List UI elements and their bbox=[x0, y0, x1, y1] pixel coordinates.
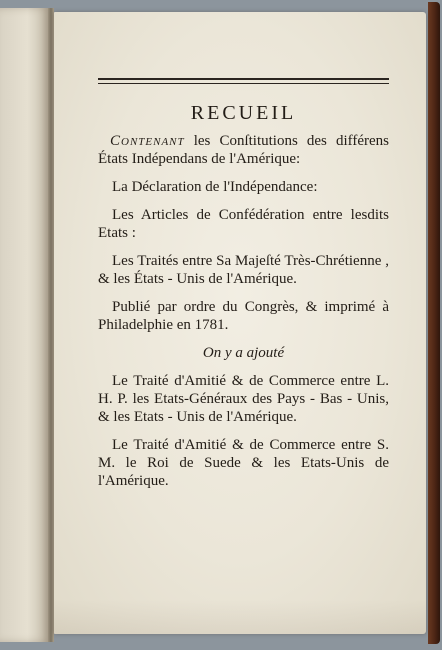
content-item: Publié par ordre du Congrès, & imprimé à Philadelphie en 1781. bbox=[98, 299, 389, 333]
facing-page-edge bbox=[0, 8, 50, 642]
intro-lead-word: Contenant bbox=[110, 133, 185, 149]
added-item: Le Traité d'Amitié & de Commerce entre S. M. le Roi de Suede & les Etats-Unis de l'Amérique. bbox=[98, 437, 389, 489]
title-page bbox=[54, 12, 426, 634]
leather-binding bbox=[428, 2, 440, 644]
intro-paragraph bbox=[98, 132, 389, 168]
content-item: La Déclaration de l'Indépendance: bbox=[112, 179, 318, 195]
content-item: Les Articles de Confédération entre lesdits Etats : bbox=[98, 207, 389, 241]
page-shadow bbox=[54, 600, 426, 634]
added-heading: On y a ajouté bbox=[202, 345, 285, 361]
page-text bbox=[98, 90, 389, 500]
intro-text: les Conſtitutions des différens États Indépendans de l'Amérique: bbox=[98, 133, 389, 167]
content-item: Les Traités entre Sa Majeſté Très-Chrétienne , & les États - Unis de l'Amérique. bbox=[98, 253, 389, 287]
added-item: Le Traité d'Amitié & de Commerce entre L. H. P. les Etats-Généraux des Pays - Bas - Unis, & les Etats - Unis de l'Amérique. bbox=[98, 373, 389, 425]
page-title: RECUEIL bbox=[190, 102, 297, 124]
top-double-rule bbox=[98, 78, 389, 84]
